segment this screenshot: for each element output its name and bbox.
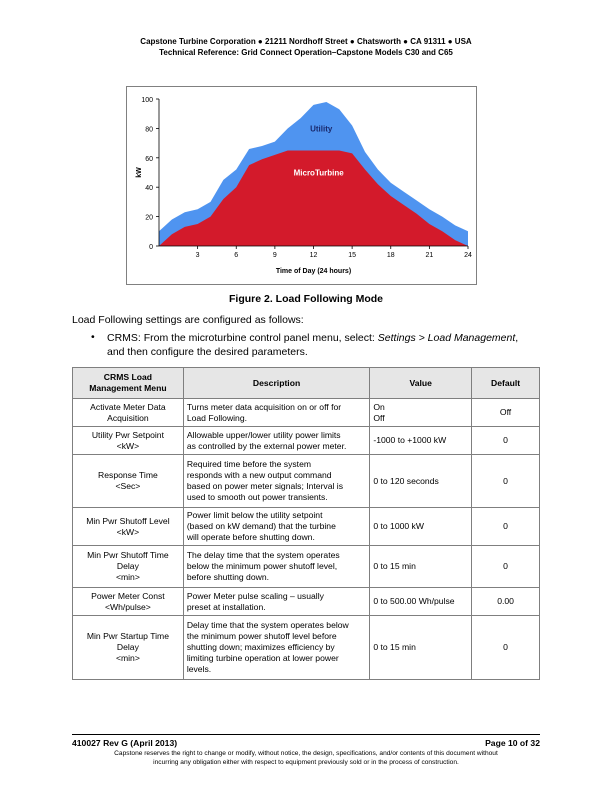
table-cell-menu: Response Time <Sec> xyxy=(73,455,184,508)
footer-page-number: Page 10 of 32 xyxy=(485,738,540,748)
table-cell-value: On Off xyxy=(370,399,472,427)
table-cell-default: 0 xyxy=(472,508,540,546)
y-tick-label: 0 xyxy=(149,244,153,251)
x-tick-label: 12 xyxy=(309,252,318,259)
table-cell-menu: Utility Pwr Setpoint <kW> xyxy=(73,427,184,455)
table-cell-description: The delay time that the system operates below the minimum power shutoff level, before shutting down. xyxy=(183,546,370,588)
table-row xyxy=(73,588,540,616)
table-row xyxy=(73,616,540,680)
table-row xyxy=(73,508,540,546)
table-cell-value: 0 to 15 min xyxy=(370,546,472,588)
y-axis-label: kW xyxy=(136,167,143,178)
footer-disclaimer xyxy=(60,749,552,767)
table-cell-description: Required time before the system responds with a new output command based on power meter signals; Interval is used to smooth out power transients. xyxy=(183,455,370,508)
table-cell-menu: Min Pwr Startup Time Delay <min> xyxy=(73,616,184,680)
footer-note-line2: incurring any obligation either with respect to equipment previously sold or in the process of construction. xyxy=(153,759,459,766)
x-tick-label: 24 xyxy=(464,252,472,259)
footer-note-line1: Capstone reserves the right to change or modify, without notice, the design, specifications, and/or contents of this document without xyxy=(114,750,498,757)
chart-svg xyxy=(127,87,478,286)
table-cell-menu: Min Pwr Shutoff Level <kW> xyxy=(73,508,184,546)
y-tick-label: 80 xyxy=(145,126,153,134)
microturbine-series-label: MicroTurbine xyxy=(293,168,344,178)
figure-caption: Figure 2. Load Following Mode xyxy=(229,293,383,305)
x-tick-label: 9 xyxy=(272,252,277,259)
table-row xyxy=(73,455,540,508)
table-cell-description: Power Meter pulse scaling – usually preset at installation. xyxy=(183,588,370,616)
table-cell-description: Power limit below the utility setpoint (based on kW demand) that the turbine will operate before shutting down. xyxy=(183,508,370,546)
x-tick-label: 6 xyxy=(234,252,239,259)
table-cell-menu: Min Pwr Shutoff Time Delay <min> xyxy=(73,546,184,588)
table-cell-default: 0 xyxy=(472,455,540,508)
table-cell-menu: Activate Meter Data Acquisition xyxy=(73,399,184,427)
header-company-line: Capstone Turbine Corporation ● 21211 Nordhoff Street ● Chatsworth ● CA 91311 ● USA xyxy=(140,37,472,46)
utility-series-label: Utility xyxy=(310,124,333,134)
table-cell-value: 0 to 120 seconds xyxy=(370,455,472,508)
table-cell-default: Off xyxy=(472,399,540,427)
load-following-chart xyxy=(126,86,477,285)
bullet-text-after: , xyxy=(515,332,519,344)
table-row xyxy=(73,399,540,427)
y-tick-label: 20 xyxy=(145,214,153,222)
footer-divider xyxy=(72,734,540,735)
bullet-symbol: • xyxy=(91,331,95,343)
header-reference-line: Technical Reference: Grid Connect Operation–Capstone Models C30 and C65 xyxy=(159,48,453,57)
table-cell-menu: Power Meter Const <Wh/pulse> xyxy=(73,588,184,616)
table-cell-description: Allowable upper/lower utility power limits as controlled by the external power meter. xyxy=(183,427,370,455)
load-management-table xyxy=(72,367,540,680)
table-cell-description: Delay time that the system operates below the minimum power shutoff level before shutting down; maximizes efficiency by limiting turbine operation at lower power levels. xyxy=(183,616,370,680)
header-value: Value xyxy=(370,368,472,399)
x-tick-label: 3 xyxy=(195,252,200,259)
y-tick-label: 100 xyxy=(141,97,153,104)
table-row xyxy=(73,546,540,588)
x-tick-label: 15 xyxy=(348,252,357,259)
header-description: Description xyxy=(183,368,370,399)
bullet-text-line2: and then configure the desired parameters. xyxy=(107,346,308,358)
menu-path: Settings > Load Management xyxy=(377,332,516,344)
table-row xyxy=(73,427,540,455)
table-cell-value: 0 to 500.00 Wh/pulse xyxy=(370,588,472,616)
table-header-row xyxy=(73,368,540,399)
table-cell-default: 0 xyxy=(472,546,540,588)
y-tick-label: 40 xyxy=(145,185,153,193)
footer-doc-id: 410027 Rev G (April 2013) xyxy=(72,738,178,748)
x-tick-label: 18 xyxy=(386,252,395,259)
table-cell-description: Turns meter data acquisition on or off for Load Following. xyxy=(183,399,370,427)
intro-paragraph: Load Following settings are configured as follows: xyxy=(72,314,304,326)
header-default: Default xyxy=(472,368,540,399)
table-cell-default: 0 xyxy=(472,616,540,680)
bullet-text-before: CRMS: From the microturbine control panel menu, select: xyxy=(107,332,378,344)
table-cell-default: 0.00 xyxy=(472,588,540,616)
x-axis-label: Time of Day (24 hours) xyxy=(275,268,352,275)
table-cell-value: -1000 to +1000 kW xyxy=(370,427,472,455)
y-tick-label: 60 xyxy=(145,155,153,163)
table-cell-value: 0 to 15 min xyxy=(370,616,472,680)
table-cell-default: 0 xyxy=(472,427,540,455)
bullet-text xyxy=(107,331,543,359)
header-menu: CRMS Load Management Menu xyxy=(73,368,184,399)
table-cell-value: 0 to 1000 kW xyxy=(370,508,472,546)
x-tick-label: 21 xyxy=(425,252,434,259)
